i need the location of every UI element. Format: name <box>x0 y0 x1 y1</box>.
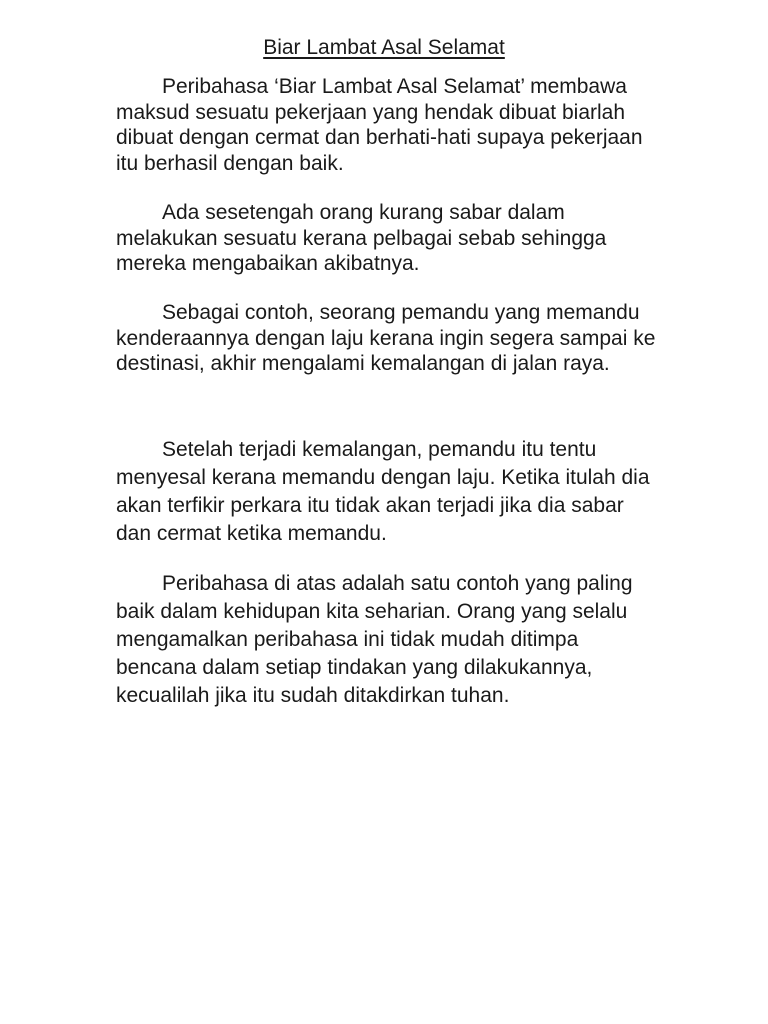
paragraph-2: Ada sesetengah orang kurang sabar dalam melakukan sesuatu kerana pelbagai sebab sehingga mereka mengabaikan akibatnya. <box>116 201 607 275</box>
paragraph-1: Peribahasa ‘Biar Lambat Asal Selamat’ membawa maksud sesuatu pekerjaan yang hendak dibuat biarlah dibuat dengan cermat dan berhati-hati supaya pekerjaan itu berhasil dengan baik. <box>116 75 643 175</box>
document-title: Biar Lambat Asal Selamat <box>263 36 505 59</box>
paragraph-4: Setelah terjadi kemalangan, pemandu itu tentu menyesal kerana memandu dengan laju. Ketika itulah dia akan terfikir perkara itu tidak akan terjadi jika dia sabar dan cermat ketika memandu. <box>116 438 650 545</box>
paragraph-5: Peribahasa di atas adalah satu contoh yang paling baik dalam kehidupan kita seharian. Orang yang selalu mengamalkan peribahasa ini tidak mudah ditimpa bencana dalam setiap tindakan yang dilakukannya, kecualilah jika itu sudah ditakdirkan tuhan. <box>116 572 633 707</box>
paragraph-3: Sebagai contoh, seorang pemandu yang memandu kenderaannya dengan laju kerana ingin segera sampai ke destinasi, akhir mengalami kemalangan di jalan raya. <box>116 301 656 375</box>
